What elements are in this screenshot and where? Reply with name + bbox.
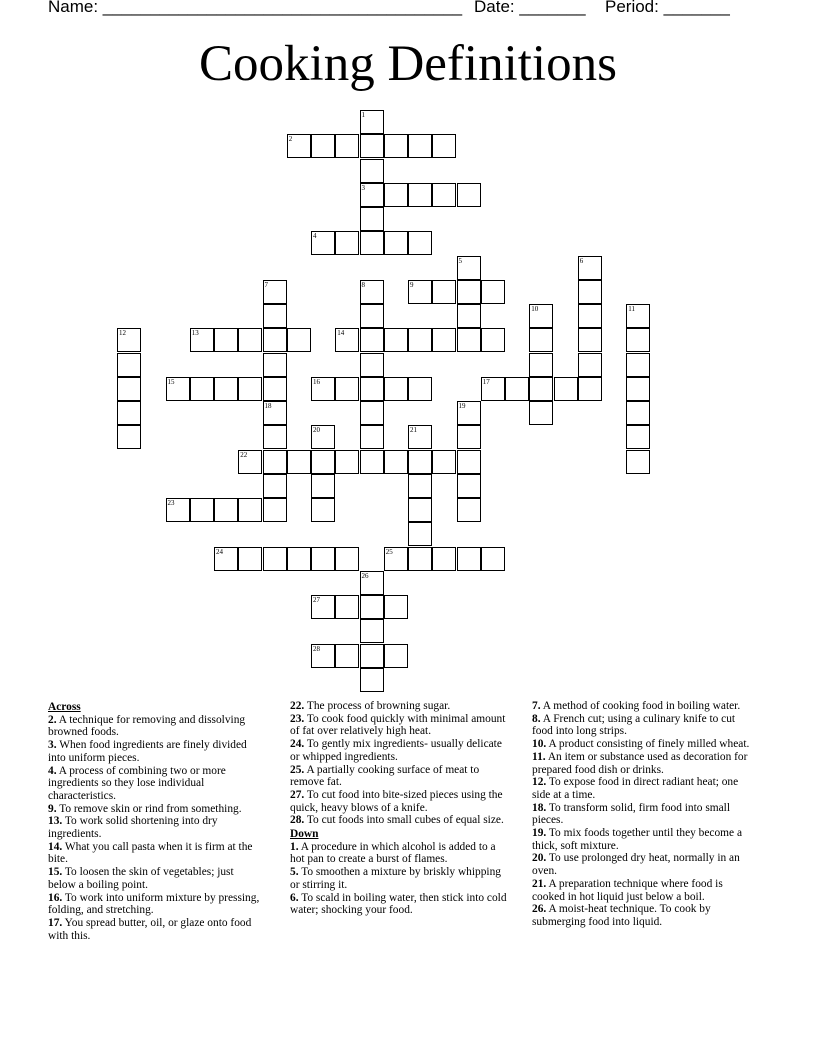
clue-item [290, 713, 512, 738]
crossword-cell[interactable] [529, 401, 553, 425]
crossword-cell[interactable] [457, 304, 481, 328]
clue-text: To transform solid, firm food into small pieces. [532, 801, 731, 827]
crossword-cell[interactable] [360, 328, 384, 352]
crossword-cell[interactable] [287, 547, 311, 571]
crossword-cell[interactable] [432, 450, 456, 474]
crossword-cell[interactable] [457, 474, 481, 498]
crossword-cell[interactable] [432, 183, 456, 207]
clue-text: An item or substance used as decoration for prepared food dish or drinks. [532, 750, 748, 776]
crossword-cell[interactable] [360, 401, 384, 425]
crossword-cell[interactable] [432, 547, 456, 571]
crossword-cell[interactable] [384, 183, 408, 207]
clue-text: To use prolonged dry heat, normally in an oven. [532, 852, 740, 878]
clue-number: 8. [532, 712, 541, 725]
crossword-cell[interactable] [214, 498, 238, 522]
crossword-cell[interactable] [335, 377, 359, 401]
crossword-cell[interactable] [263, 474, 287, 498]
crossword-cell[interactable] [384, 231, 408, 255]
crossword-cell[interactable] [360, 353, 384, 377]
crossword-cell[interactable] [311, 474, 335, 498]
crossword-cell[interactable] [335, 134, 359, 158]
crossword-cell[interactable] [360, 619, 384, 643]
crossword-cell[interactable] [529, 377, 553, 401]
crossword-cell[interactable] [335, 644, 359, 668]
date-field[interactable]: Date: _______ [474, 0, 586, 16]
page-title: Cooking Definitions [199, 36, 617, 92]
clues-column-2 [290, 700, 512, 917]
crossword-cell[interactable] [384, 134, 408, 158]
clue-number-label: 6 [579, 256, 584, 265]
crossword-cell[interactable] [408, 498, 432, 522]
crossword-cell[interactable] [457, 280, 481, 304]
crossword-cell[interactable] [408, 547, 432, 571]
crossword-cell[interactable] [263, 328, 287, 352]
clue-number: 24. [290, 738, 305, 751]
crossword-cell[interactable] [238, 377, 262, 401]
clue-item [48, 739, 264, 764]
clue-number-label: 27 [313, 596, 320, 604]
crossword-cell[interactable] [457, 450, 481, 474]
crossword-cell[interactable] [335, 231, 359, 255]
clue-number-label: 23 [167, 499, 175, 507]
crossword-cell[interactable] [626, 401, 650, 425]
clue-number-label: 2 [288, 135, 293, 144]
clue-number-label: 22 [240, 450, 248, 459]
crossword-cell[interactable] [529, 328, 553, 352]
clue-text: A technique for removing and dissolving browned foods. [48, 713, 246, 739]
crossword-cell[interactable] [360, 207, 384, 231]
crossword-cell[interactable] [335, 595, 359, 619]
clue-item [290, 764, 512, 789]
clue-text: To cook food quickly with minimal amount of fat over relatively high heat. [290, 712, 506, 738]
clue-number: 25. [290, 763, 305, 776]
clue-number-label: 13 [191, 329, 199, 338]
crossword-cell[interactable] [190, 377, 214, 401]
crossword-cell[interactable] [384, 595, 408, 619]
crossword-cell[interactable] [190, 498, 214, 522]
clue-number-label: 25 [385, 547, 393, 556]
crossword-cell[interactable] [214, 328, 238, 352]
crossword-cell[interactable] [578, 353, 602, 377]
clue-item [532, 738, 750, 751]
clue-text: To expose food in direct radiant heat; one side at a time. [532, 776, 739, 801]
clue-item [290, 814, 512, 827]
crossword-cell[interactable] [360, 425, 384, 449]
crossword-cell[interactable] [287, 328, 311, 352]
clue-text: A preparation technique where food is cooked in hot liquid just below a boil. [532, 877, 723, 903]
clue-text: To loosen the skin of vegetables; just below a boiling point. [48, 866, 234, 891]
crossword-cell[interactable] [578, 377, 602, 401]
crossword-cell[interactable] [384, 644, 408, 668]
clue-number: 14. [48, 840, 63, 853]
crossword-cell[interactable] [263, 547, 287, 571]
clue-number: 21. [532, 877, 547, 890]
clue-number: 11. [532, 750, 546, 763]
clue-number: 2. [48, 713, 57, 726]
clue-number: 12. [532, 776, 547, 789]
crossword-cell[interactable] [311, 498, 335, 522]
clue-text: A method of cooking food in boiling water. [540, 700, 741, 712]
crossword-cell[interactable] [432, 280, 456, 304]
clue-number-label: 19 [458, 402, 466, 410]
crossword-cell[interactable] [408, 377, 432, 401]
clue-text: To remove skin or rind from something. [56, 802, 242, 815]
crossword-cell[interactable] [408, 474, 432, 498]
crossword-cell[interactable] [360, 231, 384, 255]
clue-number-label: 11 [628, 305, 635, 313]
crossword-cell[interactable] [117, 377, 141, 401]
clue-item [532, 827, 750, 852]
crossword-cell[interactable] [457, 183, 481, 207]
crossword-cell[interactable] [263, 450, 287, 474]
clue-item [532, 802, 750, 827]
down-heading: Down [290, 828, 319, 841]
clue-number: 3. [48, 739, 57, 752]
clue-number: 23. [290, 712, 305, 725]
clue-item [48, 815, 264, 840]
clues-column-1 [48, 700, 264, 942]
clue-text: A moist-heat technique. To cook by submerging food into liquid. [532, 903, 711, 928]
clue-item [290, 738, 512, 763]
crossword-cell[interactable] [360, 450, 384, 474]
clue-item [290, 892, 512, 917]
clue-item [290, 700, 512, 713]
crossword-cell[interactable] [360, 159, 384, 183]
clue-number: 6. [290, 891, 299, 904]
crossword-cell[interactable] [578, 328, 602, 352]
clue-number-label: 15 [167, 377, 175, 386]
crossword-cell[interactable] [408, 450, 432, 474]
crossword-cell[interactable] [360, 304, 384, 328]
crossword-cell[interactable] [117, 353, 141, 377]
crossword-cell[interactable] [384, 450, 408, 474]
clue-number: 7. [532, 700, 541, 712]
clue-number-label: 9 [410, 280, 414, 289]
clue-item [48, 803, 264, 816]
crossword-cell[interactable] [578, 304, 602, 328]
crossword-cell[interactable] [360, 377, 384, 401]
clue-number-label: 3 [361, 183, 365, 192]
crossword-cell[interactable] [626, 450, 650, 474]
crossword-cell[interactable] [626, 377, 650, 401]
crossword-cell[interactable] [335, 450, 359, 474]
clue-number: 10. [532, 738, 547, 751]
crossword-cell[interactable] [457, 498, 481, 522]
crossword-cell[interactable] [238, 547, 262, 571]
crossword-cell[interactable] [360, 134, 384, 158]
clue-number-label: 21 [410, 426, 417, 435]
crossword-cell[interactable] [529, 353, 553, 377]
crossword-cell[interactable] [117, 401, 141, 425]
clue-number: 28. [290, 814, 305, 827]
crossword-cell[interactable] [457, 547, 481, 571]
crossword-cell[interactable] [626, 328, 650, 352]
crossword-cell[interactable] [432, 328, 456, 352]
clue-item [532, 751, 750, 776]
clue-number-label: 8 [361, 280, 365, 289]
clue-text: A product consisting of finely milled wheat. [546, 738, 750, 751]
clue-item [532, 878, 750, 903]
clue-item [48, 866, 264, 891]
crossword-cell[interactable] [408, 328, 432, 352]
crossword-cell[interactable] [360, 595, 384, 619]
clue-item [48, 765, 264, 803]
clue-item [532, 852, 750, 877]
crossword-cell[interactable] [335, 547, 359, 571]
clue-number: 13. [48, 815, 63, 828]
crossword-cell[interactable] [626, 353, 650, 377]
clue-number-label: 20 [313, 426, 320, 435]
clue-text: To smoothen a mixture by briskly whipping or stirring it. [290, 866, 501, 891]
crossword-cell[interactable] [311, 134, 335, 158]
clue-number: 27. [290, 788, 305, 801]
clue-number-label: 24 [216, 547, 223, 556]
clue-item [48, 714, 264, 739]
crossword-cell[interactable] [384, 328, 408, 352]
clue-number: 4. [48, 764, 57, 777]
clue-item [532, 713, 750, 738]
clue-text: When food ingredients are finely divided into uniform pieces. [48, 739, 247, 764]
clue-number: 1. [290, 840, 299, 853]
clue-number-label: 7 [264, 280, 268, 289]
clue-text: To cut food into bite-sized pieces using the quick, heavy blows of a knife. [290, 788, 503, 814]
crossword-cell[interactable] [481, 280, 505, 304]
clue-number: 17. [48, 916, 63, 929]
clue-number: 18. [532, 801, 547, 814]
crossword-cell[interactable] [360, 668, 384, 692]
period-field[interactable]: Period: _______ [605, 0, 730, 16]
clue-number: 5. [290, 866, 299, 879]
crossword-cell[interactable] [626, 425, 650, 449]
clue-text: A process of combining two or more ingredients so they lose individual characteristics. [48, 764, 226, 802]
clue-text: To mix foods together until they become a thick, soft mixture. [532, 827, 743, 852]
clue-number-label: 17 [482, 377, 490, 386]
crossword-cell[interactable] [554, 377, 578, 401]
clue-text: A partially cooking surface of meat to remove fat. [290, 763, 480, 789]
clue-number: 20. [532, 852, 547, 865]
clue-item [48, 841, 264, 866]
clue-number: 26. [532, 903, 547, 916]
crossword-cell[interactable] [360, 644, 384, 668]
crossword-cell[interactable] [578, 280, 602, 304]
clue-number-label: 10 [531, 305, 539, 313]
clue-number-label: 1 [361, 111, 365, 119]
clue-number: 15. [48, 866, 63, 879]
clue-text: A French cut; using a culinary knife to cut food into long strips. [532, 712, 736, 738]
name-field[interactable]: Name: ______________________________________ [48, 0, 463, 16]
clue-item [290, 789, 512, 814]
crossword-cell[interactable] [311, 547, 335, 571]
clue-number-label: 14 [337, 329, 345, 338]
clue-text: To cut foods into small cubes of equal size. [304, 814, 504, 827]
crossword-cell[interactable] [238, 328, 262, 352]
clue-number-label: 12 [119, 329, 126, 338]
clue-item [48, 917, 264, 942]
clue-item [532, 776, 750, 801]
clue-number: 19. [532, 827, 547, 840]
crossword-cell[interactable] [263, 498, 287, 522]
clue-text: A procedure in which alcohol is added to a hot pan to create a burst of flames. [290, 840, 496, 866]
crossword-cell[interactable] [263, 353, 287, 377]
crossword-cell[interactable] [481, 547, 505, 571]
crossword-cell[interactable] [408, 522, 432, 546]
crossword-cell[interactable] [311, 450, 335, 474]
crossword-cell[interactable] [263, 304, 287, 328]
crossword-cell[interactable] [432, 134, 456, 158]
clue-number-label: 28 [313, 644, 320, 653]
crossword-cell[interactable] [384, 377, 408, 401]
clue-number-label: 16 [313, 377, 320, 386]
crossword-cell[interactable] [117, 425, 141, 449]
clue-item [532, 903, 750, 928]
clue-number: 22. [290, 700, 305, 712]
clue-text: To scald in boiling water, then stick into cold water; shocking your food. [290, 891, 507, 917]
crossword-cell[interactable] [263, 377, 287, 401]
crossword-cell[interactable] [481, 328, 505, 352]
crossword-cell[interactable] [505, 377, 529, 401]
crossword-cell[interactable] [238, 498, 262, 522]
clue-text: To work solid shortening into dry ingredients. [48, 815, 218, 841]
across-heading: Across [48, 701, 81, 713]
clues-column-3 [532, 700, 750, 929]
crossword-cell[interactable] [408, 134, 432, 158]
crossword-cell[interactable] [408, 183, 432, 207]
crossword-cell[interactable] [287, 450, 311, 474]
clue-number: 9. [48, 802, 57, 815]
clue-item [48, 892, 264, 917]
clue-text: To work into uniform mixture by pressing, folding, and stretching. [48, 891, 260, 917]
clue-item [532, 700, 750, 713]
clue-text: What you call pasta when it is firm at the bite. [48, 840, 253, 866]
clue-text: The process of browning sugar. [304, 700, 451, 712]
clue-number-label: 5 [458, 256, 462, 265]
clue-text: To gently mix ingredients- usually delicate or whipped ingredients. [290, 738, 502, 763]
clue-number-label: 26 [361, 571, 369, 580]
crossword-cell[interactable] [457, 425, 481, 449]
clue-number-label: 4 [313, 232, 317, 241]
clue-number-label: 18 [264, 402, 272, 410]
clue-item [290, 866, 512, 891]
clue-text: You spread butter, oil, or glaze onto food with this. [48, 916, 252, 942]
clue-number: 16. [48, 891, 63, 904]
clue-item [290, 841, 512, 866]
crossword-cell[interactable] [263, 425, 287, 449]
crossword-cell[interactable] [457, 328, 481, 352]
crossword-cell[interactable] [214, 377, 238, 401]
crossword-cell[interactable] [408, 231, 432, 255]
